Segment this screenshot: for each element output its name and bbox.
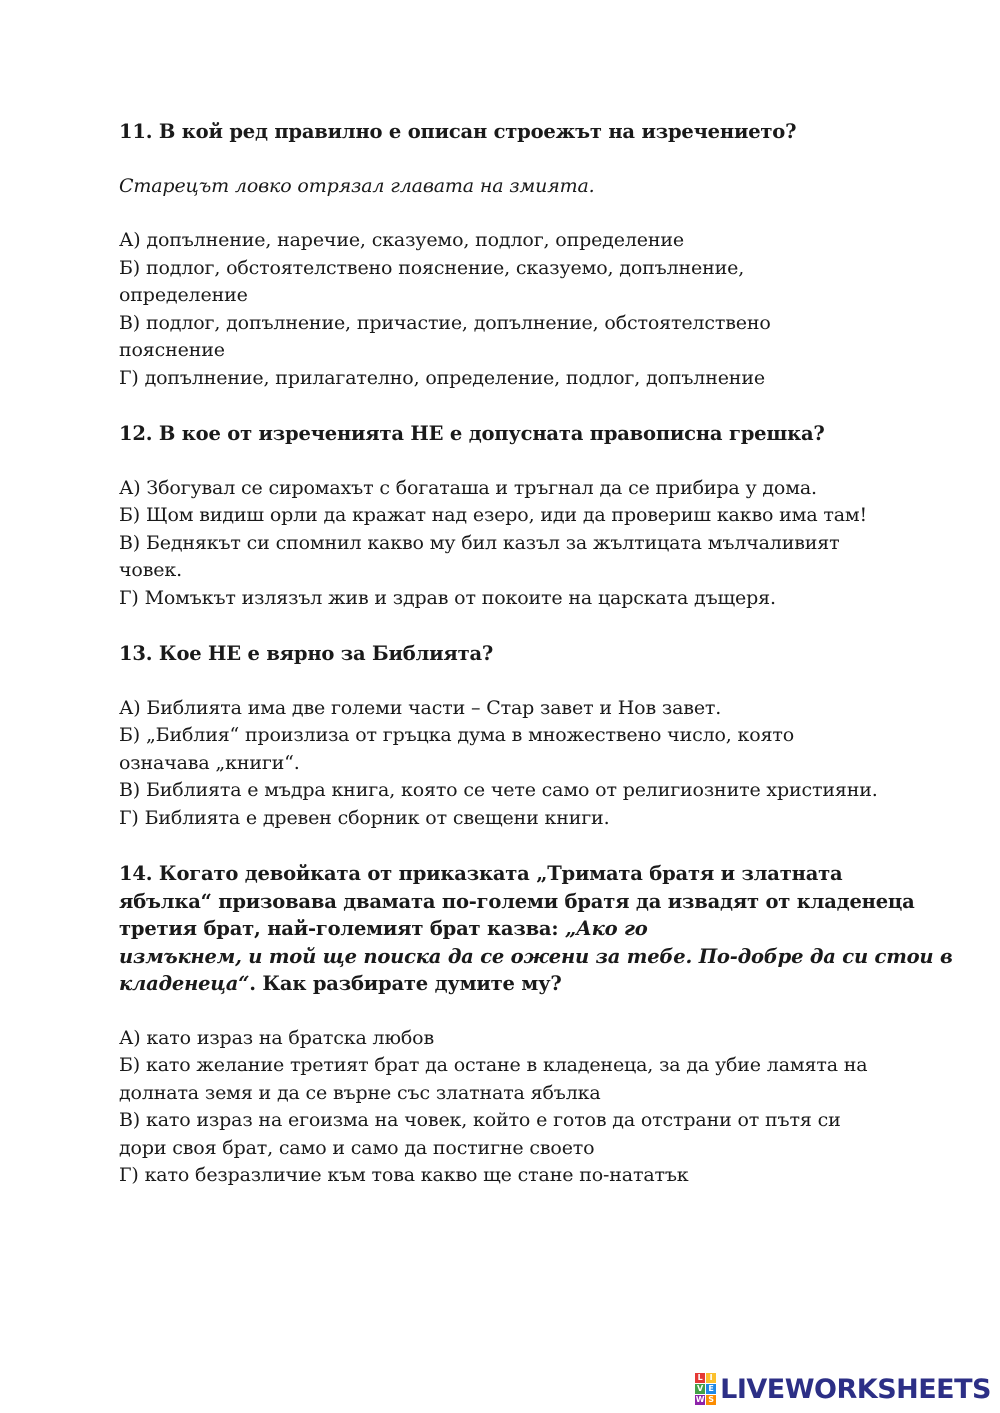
worksheet-page	[119, 118, 953, 1190]
logo-mark-block: I	[706, 1373, 716, 1383]
question-14-quote-middle: измъкнем, и той ще поиска да се ожени за тебе. По-добре да си стои в	[119, 944, 953, 968]
liveworksheets-logo-text: LIVEWORKSHEETS	[720, 1373, 991, 1405]
question-14-title-line-5	[119, 970, 949, 998]
question-11-option-b-cont[interactable]: определение	[119, 284, 248, 306]
question-14-option-v-cont[interactable]: дори своя брат, само и само да постигне своето	[119, 1136, 595, 1159]
question-11-option-b[interactable]: Б) подлог, обстоятелствено пояснение, сказуемо, допълнение,	[119, 256, 745, 279]
question-11-option-a[interactable]: А) допълнение, наречие, сказуемо, подлог, определение	[119, 229, 684, 251]
question-11-option-g[interactable]: Г) допълнение, прилагателно, определение, подлог, допълнение	[119, 366, 765, 389]
logo-mark-block: L	[695, 1373, 705, 1383]
question-13-option-v[interactable]: В) Библията е мъдра книга, която се чете само от религиозните християни.	[119, 779, 878, 801]
question-13-option-g[interactable]: Г) Библията е древен сборник от свещени книги.	[119, 806, 610, 829]
question-13-option-b[interactable]: Б) „Библия“ произлиза от гръцка дума в множествено число, която	[119, 724, 795, 746]
question-14-quote-end: кладенеца“	[119, 972, 250, 995]
question-11-sentence: Старецът ловко отрязал главата на змията.	[119, 174, 595, 197]
logo-mark-block: E	[706, 1384, 716, 1394]
question-14-option-b[interactable]: Б) като желание третият брат да остане в кладенеца, за да убие ламята на	[119, 1054, 868, 1076]
logo-mark-block: S	[706, 1395, 716, 1405]
question-13-option-a[interactable]: А) Библията има две големи части – Стар завет и Нов завет.	[119, 696, 722, 719]
question-14-option-b-cont[interactable]: долната земя и да се върне със златната ябълка	[119, 1081, 601, 1104]
question-14-quote-start: „Ако го	[564, 917, 648, 940]
question-14-title-line-3-text: третия брат, най-големият брат казва:	[119, 917, 565, 940]
question-14-option-g[interactable]: Г) като безразличие към това какво ще стане по-нататък	[119, 1164, 689, 1186]
logo-mark-block: V	[697, 1384, 704, 1393]
question-12-option-v-cont[interactable]: човек.	[119, 559, 182, 581]
question-11-title: 11. В кой ред правилно е описан строежът на изречението?	[119, 120, 797, 143]
question-12-option-v[interactable]: В) Беднякът си спомнил какво му бил казъл за жълтицата мълчаливият	[119, 531, 840, 554]
question-13-title: 13. Кое НЕ е вярно за Библията?	[119, 642, 494, 665]
logo-mark-block: W	[695, 1395, 705, 1404]
question-14-option-v[interactable]: В) като израз на егоизма на човек, който е готов да отстрани от пътя си	[119, 1109, 841, 1131]
question-14-title-line-2: ябълка“ призовава двамата по-големи братя да извадят от кладенеца	[119, 889, 915, 913]
question-14-title-line-3	[119, 915, 949, 943]
liveworksheets-logo[interactable]	[695, 1373, 991, 1405]
question-11-option-v-cont[interactable]: пояснение	[119, 339, 225, 361]
liveworksheets-logo-icon	[695, 1373, 716, 1405]
question-14-option-a[interactable]: А) като израз на братска любов	[119, 1026, 434, 1049]
question-14-title-line-1: 14. Когато девойката от приказката „Тримата братя и златната	[119, 862, 843, 885]
question-14-title-line-5-text: . Как разбирате думите му?	[249, 972, 562, 995]
question-12-option-b[interactable]: Б) Щом видиш орли да кражат над езеро, иди да провериш какво има там!	[119, 504, 868, 526]
question-14-title-line-4	[119, 943, 953, 971]
question-12-option-a[interactable]: А) Збогувал се сиромахът с богаташа и тръгнал да се прибира у дома.	[119, 476, 817, 499]
question-12-option-g[interactable]: Г) Момъкът излязъл жив и здрав от покоите на царската дъщеря.	[119, 586, 776, 609]
question-12-title: 12. В кое от изреченията НЕ е допусната правописна грешка?	[119, 422, 825, 445]
question-13-option-b-cont[interactable]: означава „книги“.	[119, 751, 300, 774]
question-11-option-v[interactable]: В) подлог, допълнение, причастие, допълнение, обстоятелствено	[119, 311, 771, 334]
